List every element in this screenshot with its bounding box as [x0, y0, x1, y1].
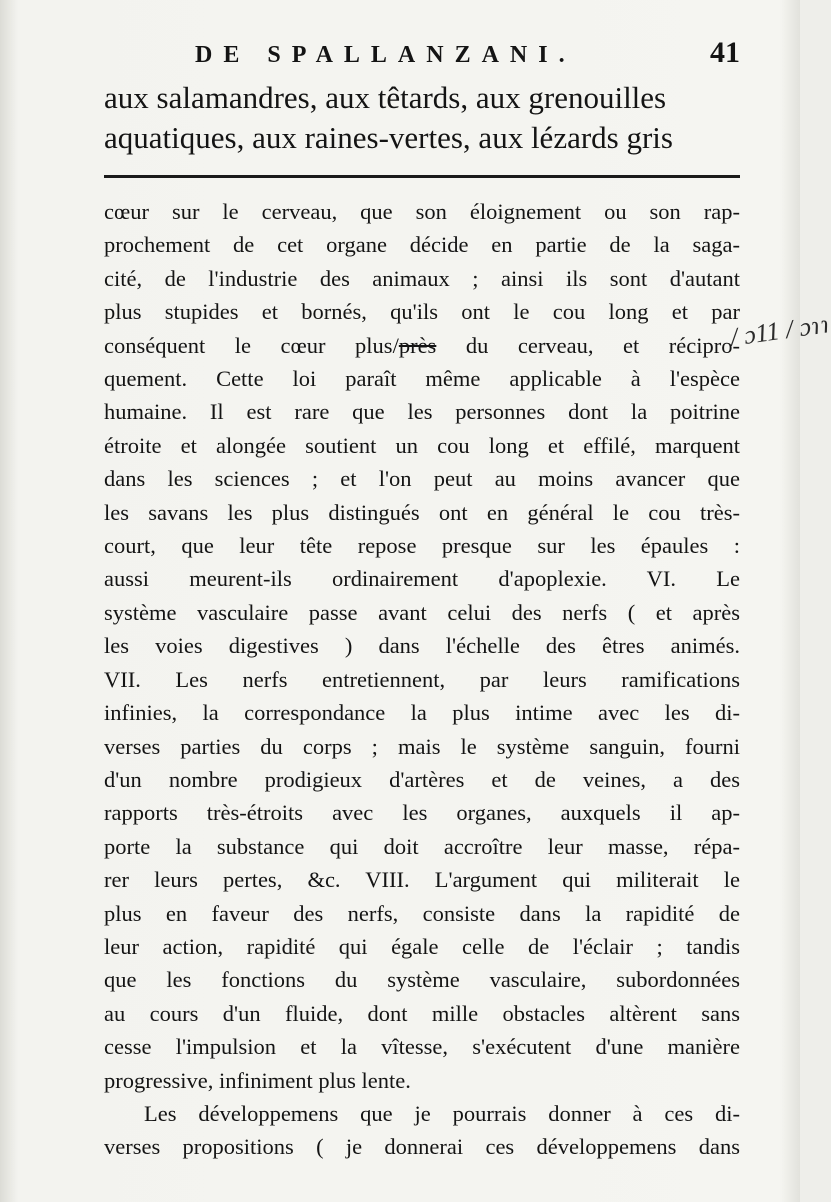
text-line-with-correction: conséquent le cœur plus/près du cerveau, et récipro-	[104, 332, 740, 358]
show-through-line: aux salamandres, aux têtards, aux grenouilles	[104, 80, 667, 115]
text-line: progressive, infiniment plus lente.	[104, 1067, 411, 1093]
text-line: leur action, rapidité qui égale celle de l'éclair ; tandis	[104, 933, 740, 959]
text-line: quement. Cette loi paraît même applicable à l'espèce	[104, 366, 740, 392]
text-line: les savans les plus distingués ont en général le cou très-	[104, 499, 740, 525]
body-text	[104, 195, 740, 1164]
text-line: humaine. Il est rare que les personnes dont la poitrine	[104, 399, 740, 425]
text-line: cœur sur le cerveau, que son éloignement ou son rap-	[104, 199, 740, 224]
paragraph-start-line: Les développemens que je pourrais donner à ces di-	[144, 1100, 740, 1126]
text-line: court, que leur tête repose presque sur les épaules :	[104, 533, 740, 559]
text-line: prochement de cet organe décide en partie de la saga-	[104, 232, 740, 258]
text-line: au cours d'un fluide, dont mille obstacles altèrent sans	[104, 1000, 740, 1026]
text-line: verses propositions ( je donnerai ces développemens dans	[104, 1134, 740, 1160]
handwritten-margin-note: / ɔ11 / ɔɿɿ	[728, 309, 831, 352]
page-number: 41	[710, 36, 740, 69]
show-through-text	[104, 78, 744, 158]
text-segment: conséquent le cœur plus	[104, 332, 393, 358]
page-header	[195, 36, 740, 76]
text-segment: du cerveau, et récipro-	[465, 332, 740, 358]
struck-word: près	[398, 332, 437, 358]
separator-rule	[104, 175, 740, 178]
text-line: verses parties du corps ; mais le système sanguin, fourni	[104, 733, 740, 759]
text-line: système vasculaire passe avant celui des nerfs ( et après	[104, 599, 740, 625]
text-line: plus stupides et bornés, qu'ils ont le cou long et par	[104, 299, 740, 325]
text-line: rapports très-étroits avec les organes, auxquels il ap-	[104, 800, 740, 826]
text-line: rer leurs pertes, &c. VIII. L'argument qui militerait le	[104, 867, 740, 893]
running-head: DE SPALLANZANI.	[195, 42, 576, 68]
show-through-line: aquatiques, aux raines-vertes, aux lézards gris	[104, 120, 673, 155]
text-line: cité, de l'industrie des animaux ; ainsi ils sont d'autant	[104, 265, 740, 291]
text-line: étroite et alongée soutient un cou long et effilé, marquent	[104, 432, 740, 458]
text-line: aussi meurent-ils ordinairement d'apoplexie. VI. Le	[104, 566, 740, 592]
text-line: infinies, la correspondance la plus intime avec les di-	[104, 700, 740, 726]
text-line: porte la substance qui doit accroître leur masse, répa-	[104, 833, 740, 859]
text-line: cesse l'impulsion et la vîtesse, s'exécutent d'une manière	[104, 1034, 740, 1060]
text-line: que les fonctions du système vasculaire, subordonnées	[104, 967, 740, 993]
text-line: VII. Les nerfs entretiennent, par leurs ramifications	[104, 666, 740, 692]
text-line: d'un nombre prodigieux d'artères et de veines, a des	[104, 766, 740, 792]
text-line: les voies digestives ) dans l'échelle des êtres animés.	[104, 633, 740, 659]
text-line: dans les sciences ; et l'on peut au moins avancer que	[104, 466, 740, 492]
text-line: plus en faveur des nerfs, consiste dans la rapidité de	[104, 900, 740, 926]
